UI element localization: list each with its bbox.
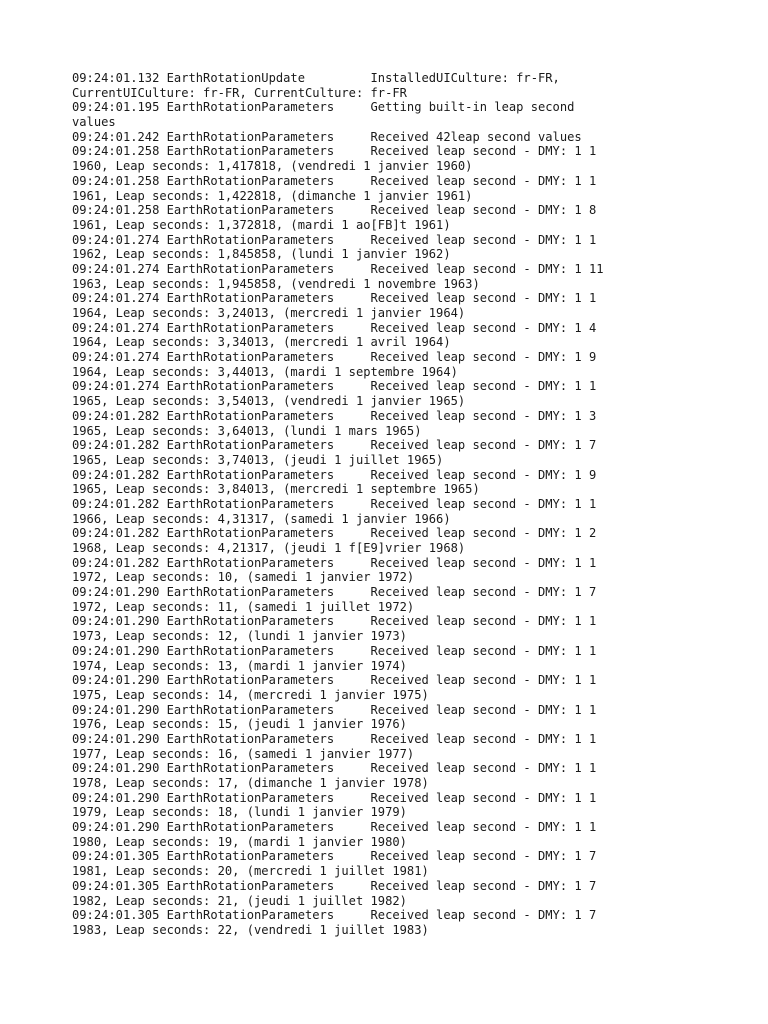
- log-entry: [72, 438, 692, 467]
- log-timestamp: 09:24:01.305: [72, 849, 160, 864]
- log-message: Received leap second - DMY: 1 9: [370, 350, 597, 365]
- log-message: Received leap second - DMY: 1 3: [370, 408, 597, 423]
- log-source: EarthRotationParameters: [166, 585, 335, 600]
- log-source: EarthRotationParameters: [166, 438, 335, 453]
- log-source: EarthRotationParameters: [166, 100, 335, 115]
- log-entry-line: [72, 556, 692, 571]
- log-timestamp: 09:24:01.290: [72, 761, 160, 776]
- log-timestamp: 09:24:01.282: [72, 467, 160, 482]
- log-timestamp: 09:24:01.290: [72, 643, 160, 658]
- log-message-continuation: 1979, Leap seconds: 18, (lundi 1 janvier 1979): [72, 805, 407, 820]
- log-entry-line: [72, 262, 692, 277]
- log-message: Received leap second - DMY: 1 7: [370, 438, 597, 453]
- log-message: Received leap second - DMY: 1 1: [370, 673, 597, 688]
- log-message: Received leap second - DMY: 1 1: [370, 173, 597, 188]
- log-entry: [72, 585, 692, 614]
- log-source: EarthRotationParameters: [166, 320, 335, 335]
- log-message-continuation: 1961, Leap seconds: 1,422818, (dimanche 1 janvier 1961): [72, 188, 473, 203]
- log-entry: [72, 144, 692, 173]
- log-message: Received leap second - DMY: 1 1: [370, 761, 597, 776]
- log-source: EarthRotationParameters: [166, 761, 335, 776]
- log-source: EarthRotationParameters: [166, 379, 335, 394]
- log-message-continuation: 1976, Leap seconds: 15, (jeudi 1 janvier 1976): [72, 717, 407, 732]
- log-entry: [72, 644, 692, 673]
- log-entry: [72, 791, 692, 820]
- log-entry: [72, 379, 692, 408]
- log-timestamp: 09:24:01.282: [72, 496, 160, 511]
- log-message-continuation: 1961, Leap seconds: 1,372818, (mardi 1 ao[FB]t 1961): [72, 217, 451, 232]
- log-message-continuation: 1968, Leap seconds: 4,21317, (jeudi 1 f[E9]vrier 1968): [72, 541, 466, 555]
- log-message-continuation: 1982, Leap seconds: 21, (jeudi 1 juillet 1982): [72, 893, 407, 908]
- log-source: EarthRotationParameters: [166, 878, 335, 893]
- log-message: Received leap second - DMY: 1 1: [370, 232, 597, 247]
- log-entry-line: [72, 174, 692, 189]
- log-entry-line: [72, 673, 692, 688]
- log-message-continuation: 1963, Leap seconds: 1,945858, (vendredi 1 novembre 1963): [72, 276, 480, 291]
- log-timestamp: 09:24:01.242: [72, 129, 160, 144]
- log-entry: [72, 350, 692, 379]
- log-message-continuation: 1983, Leap seconds: 22, (vendredi 1 juillet 1983): [72, 922, 429, 937]
- log-entry-line: [72, 71, 692, 86]
- log-entry: [72, 879, 692, 908]
- log-timestamp: 09:24:01.305: [72, 908, 160, 923]
- log-message-continuation: 1964, Leap seconds: 3,24013, (mercredi 1 janvier 1964): [72, 306, 466, 320]
- log-entry: [72, 233, 692, 262]
- log-message-continuation: values: [72, 115, 116, 130]
- log-timestamp: 09:24:01.290: [72, 614, 160, 629]
- log-entry-line: [72, 438, 692, 453]
- log-message: Received leap second - DMY: 1 1: [370, 790, 597, 805]
- log-entry-line: [72, 644, 692, 659]
- log-source: EarthRotationParameters: [166, 643, 335, 658]
- log-message-continuation: 1960, Leap seconds: 1,417818, (vendredi 1 janvier 1960): [72, 159, 473, 174]
- log-timestamp: 09:24:01.290: [72, 790, 160, 805]
- log-message: Received leap second - DMY: 1 1: [370, 496, 597, 511]
- log-entry-line: [72, 526, 692, 541]
- log-timestamp: 09:24:01.290: [72, 702, 160, 717]
- log-message: Received leap second - DMY: 1 1: [370, 614, 597, 629]
- log-source: EarthRotationParameters: [166, 790, 335, 805]
- log-source: EarthRotationParameters: [166, 261, 335, 276]
- log-entry: [72, 673, 692, 702]
- log-entry-line: [72, 849, 692, 864]
- log-source: EarthRotationParameters: [166, 849, 335, 864]
- log-message: Received leap second - DMY: 1 1: [370, 379, 597, 394]
- log-entry: [72, 732, 692, 761]
- log-source: EarthRotationParameters: [166, 232, 335, 247]
- log-message-continuation: 1965, Leap seconds: 3,64013, (lundi 1 mars 1965): [72, 423, 422, 438]
- log-source: EarthRotationParameters: [166, 820, 335, 835]
- log-message: Received leap second - DMY: 1 11: [370, 261, 604, 276]
- log-timestamp: 09:24:01.258: [72, 203, 160, 218]
- log-timestamp: 09:24:01.274: [72, 320, 160, 335]
- log-source: EarthRotationParameters: [166, 731, 335, 746]
- log-source: EarthRotationParameters: [166, 614, 335, 629]
- log-entry-line: [72, 203, 692, 218]
- log-timestamp: 09:24:01.282: [72, 526, 160, 541]
- log-entry-line: [72, 350, 692, 365]
- log-message: Received leap second - DMY: 1 7: [370, 849, 597, 864]
- log-source: EarthRotationParameters: [166, 203, 335, 218]
- log-entry-line: [72, 379, 692, 394]
- log-message: Received leap second - DMY: 1 1: [370, 820, 597, 835]
- log-entry: [72, 203, 692, 232]
- log-timestamp: 09:24:01.274: [72, 232, 160, 247]
- log-message-continuation: 1964, Leap seconds: 3,44013, (mardi 1 septembre 1964): [72, 364, 458, 379]
- log-entry: [72, 908, 692, 937]
- log-entry-line: [72, 291, 692, 306]
- log-message-continuation: 1981, Leap seconds: 20, (mercredi 1 juillet 1981): [72, 864, 429, 879]
- log-timestamp: 09:24:01.282: [72, 555, 160, 570]
- log-entry: [72, 321, 692, 350]
- log-entry: [72, 820, 692, 849]
- log-message: InstalledUICulture: fr-FR,: [370, 71, 560, 85]
- log-timestamp: 09:24:01.274: [72, 261, 160, 276]
- log-message: Received leap second - DMY: 1 7: [370, 585, 597, 600]
- log-message: Received 42leap second values: [370, 129, 582, 144]
- log-source: EarthRotationParameters: [166, 526, 335, 541]
- log-message: Received leap second - DMY: 1 7: [370, 878, 597, 893]
- log-source: EarthRotationParameters: [166, 673, 335, 688]
- log-message: Received leap second - DMY: 1 1: [370, 144, 597, 159]
- log-entry-line: [72, 879, 692, 894]
- log-source: EarthRotationParameters: [166, 555, 335, 570]
- log-source: EarthRotationParameters: [166, 173, 335, 188]
- log-timestamp: 09:24:01.290: [72, 673, 160, 688]
- log-entry-line: [72, 908, 692, 923]
- log-timestamp: 09:24:01.274: [72, 291, 160, 306]
- log-message: Received leap second - DMY: 1 1: [370, 555, 597, 570]
- log-entry-line: [72, 100, 692, 115]
- log-entry: [72, 291, 692, 320]
- log-output: [72, 71, 692, 938]
- log-message-continuation: 1975, Leap seconds: 14, (mercredi 1 janvier 1975): [72, 687, 429, 702]
- log-entry-line: [72, 144, 692, 159]
- log-entry-line: [72, 703, 692, 718]
- log-entry-line: [72, 820, 692, 835]
- log-timestamp: 09:24:01.282: [72, 438, 160, 453]
- log-timestamp: 09:24:01.290: [72, 820, 160, 835]
- log-source: EarthRotationParameters: [166, 291, 335, 306]
- log-timestamp: 09:24:01.282: [72, 408, 160, 423]
- log-message-continuation: 1965, Leap seconds: 3,74013, (jeudi 1 juillet 1965): [72, 452, 444, 467]
- log-entry: [72, 849, 692, 878]
- log-message-continuation: 1965, Leap seconds: 3,54013, (vendredi 1 janvier 1965): [72, 394, 466, 409]
- log-message-continuation: 1966, Leap seconds: 4,31317, (samedi 1 janvier 1966): [72, 511, 451, 526]
- log-source: EarthRotationParameters: [166, 350, 335, 365]
- log-entry: [72, 761, 692, 790]
- log-timestamp: 09:24:01.274: [72, 379, 160, 394]
- log-entry: [72, 468, 692, 497]
- log-message-continuation: 1980, Leap seconds: 19, (mardi 1 janvier 1980): [72, 834, 407, 849]
- log-message: Received leap second - DMY: 1 1: [370, 291, 597, 306]
- log-message: Received leap second - DMY: 1 1: [370, 643, 597, 658]
- log-message-continuation: 1972, Leap seconds: 10, (samedi 1 janvier 1972): [72, 570, 415, 585]
- log-message-continuation: 1965, Leap seconds: 3,84013, (mercredi 1 septembre 1965): [72, 482, 480, 497]
- log-source: EarthRotationParameters: [166, 129, 335, 144]
- log-entry: [72, 409, 692, 438]
- log-entry: [72, 614, 692, 643]
- log-source: EarthRotationUpdate: [166, 71, 305, 85]
- log-entry-line: [72, 468, 692, 483]
- log-source: EarthRotationParameters: [166, 144, 335, 159]
- log-entry-line: [72, 497, 692, 512]
- log-timestamp: 09:24:01.258: [72, 144, 160, 159]
- log-source: EarthRotationParameters: [166, 408, 335, 423]
- log-entry-line: [72, 130, 692, 145]
- log-message: Received leap second - DMY: 1 7: [370, 908, 597, 923]
- log-entry: [72, 497, 692, 526]
- log-entry: [72, 174, 692, 203]
- log-entry-line: [72, 761, 692, 776]
- log-message-continuation: 1974, Leap seconds: 13, (mardi 1 janvier 1974): [72, 658, 407, 673]
- log-source: EarthRotationParameters: [166, 496, 335, 511]
- log-message: Received leap second - DMY: 1 1: [370, 702, 597, 717]
- log-message-continuation: 1978, Leap seconds: 17, (dimanche 1 janvier 1978): [72, 776, 429, 790]
- log-entry: [72, 556, 692, 585]
- log-message: Received leap second - DMY: 1 9: [370, 467, 597, 482]
- log-entry-line: [72, 614, 692, 629]
- log-message: Received leap second - DMY: 1 4: [370, 320, 597, 335]
- log-source: EarthRotationParameters: [166, 467, 335, 482]
- log-source: EarthRotationParameters: [166, 908, 335, 923]
- log-timestamp: 09:24:01.290: [72, 731, 160, 746]
- log-message-continuation: 1973, Leap seconds: 12, (lundi 1 janvier 1973): [72, 629, 407, 644]
- log-source: EarthRotationParameters: [166, 702, 335, 717]
- log-timestamp: 09:24:01.258: [72, 173, 160, 188]
- log-timestamp: 09:24:01.290: [72, 585, 160, 600]
- log-timestamp: 09:24:01.305: [72, 878, 160, 893]
- log-timestamp: 09:24:01.274: [72, 350, 160, 365]
- log-entry: [72, 526, 692, 555]
- log-timestamp: 09:24:01.132: [72, 71, 160, 85]
- log-message: Getting built-in leap second: [370, 100, 575, 115]
- log-entry: [72, 130, 692, 145]
- log-message-continuation: CurrentUICulture: fr-FR, CurrentCulture: fr-FR: [72, 85, 407, 100]
- log-entry-line: [72, 791, 692, 806]
- log-entry: [72, 703, 692, 732]
- log-entry-line: [72, 732, 692, 747]
- log-entry-line: [72, 321, 692, 336]
- log-entry-line: [72, 409, 692, 424]
- log-message: Received leap second - DMY: 1 2: [370, 526, 597, 541]
- log-message-continuation: 1977, Leap seconds: 16, (samedi 1 janvier 1977): [72, 746, 415, 761]
- log-entry-line: [72, 233, 692, 248]
- log-message: Received leap second - DMY: 1 8: [370, 203, 597, 218]
- log-entry: [72, 100, 692, 129]
- log-message-continuation: 1962, Leap seconds: 1,845858, (lundi 1 janvier 1962): [72, 247, 451, 262]
- log-message: Received leap second - DMY: 1 1: [370, 731, 597, 746]
- log-entry-line: [72, 585, 692, 600]
- log-message-continuation: 1972, Leap seconds: 11, (samedi 1 juillet 1972): [72, 599, 415, 614]
- log-message-continuation: 1964, Leap seconds: 3,34013, (mercredi 1 avril 1964): [72, 335, 451, 350]
- log-timestamp: 09:24:01.195: [72, 100, 160, 115]
- log-entry: [72, 71, 692, 100]
- log-entry: [72, 262, 692, 291]
